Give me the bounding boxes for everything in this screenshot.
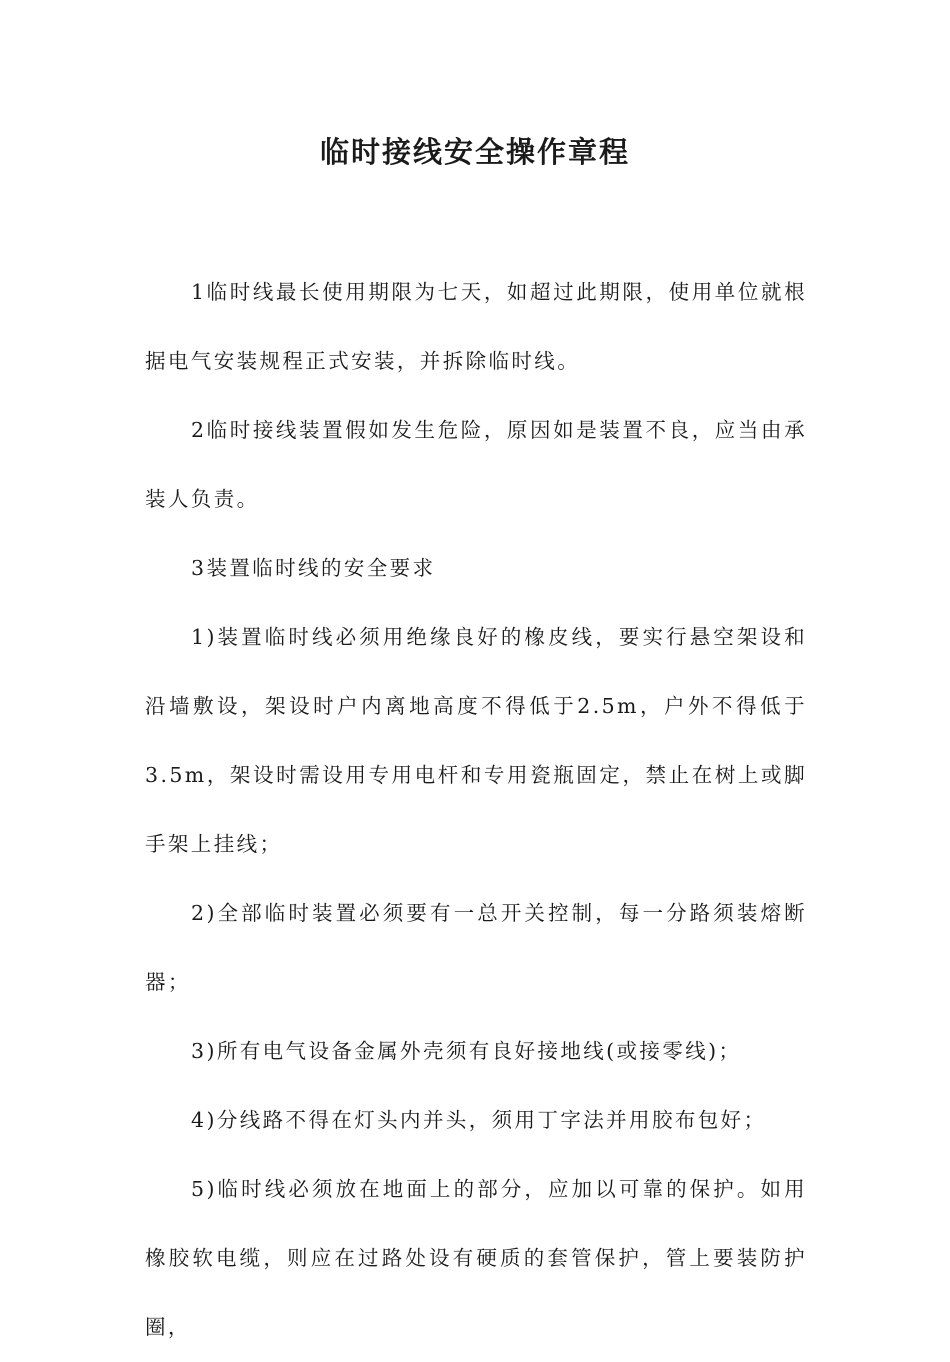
paragraph-8: 5)临时线必须放在地面上的部分，应加以可靠的保护。如用橡胶软电缆，则应在过路处设有硬质的套管保护，管上要装防护圈， [145,1177,807,1339]
paragraph-2: 2临时接线装置假如发生危险，原因如是装置不良，应当由承装人负责。 [145,418,807,511]
document-title: 临时接线安全操作章程 [319,135,630,169]
paragraph-4: 1)装置临时线必须用绝缘良好的橡皮线，要实行悬空架设和沿墙敷设，架设时户内离地高度不得低于2.5m，户外不得低于3.5m，架设时需设用专用电杆和专用瓷瓶固定，禁止在树上或脚手架上挂线； [145,625,807,856]
document-body [145,258,807,1362]
paragraph-1: 1临时线最长使用期限为七天，如超过此期限，使用单位就根据电气安装规程正式安装，并拆除临时线。 [145,280,807,373]
paragraph-7: 4)分线路不得在灯头内并头，须用丁字法并用胶布包好； [191,1108,767,1132]
paragraph-6: 3)所有电气设备金属外壳须有良好接地线(或接零线)； [191,1039,742,1063]
paragraph-3: 3装置临时线的安全要求 [191,556,436,580]
paragraph-5: 2)全部临时装置必须要有一总开关控制，每一分路须装熔断器； [145,901,807,994]
